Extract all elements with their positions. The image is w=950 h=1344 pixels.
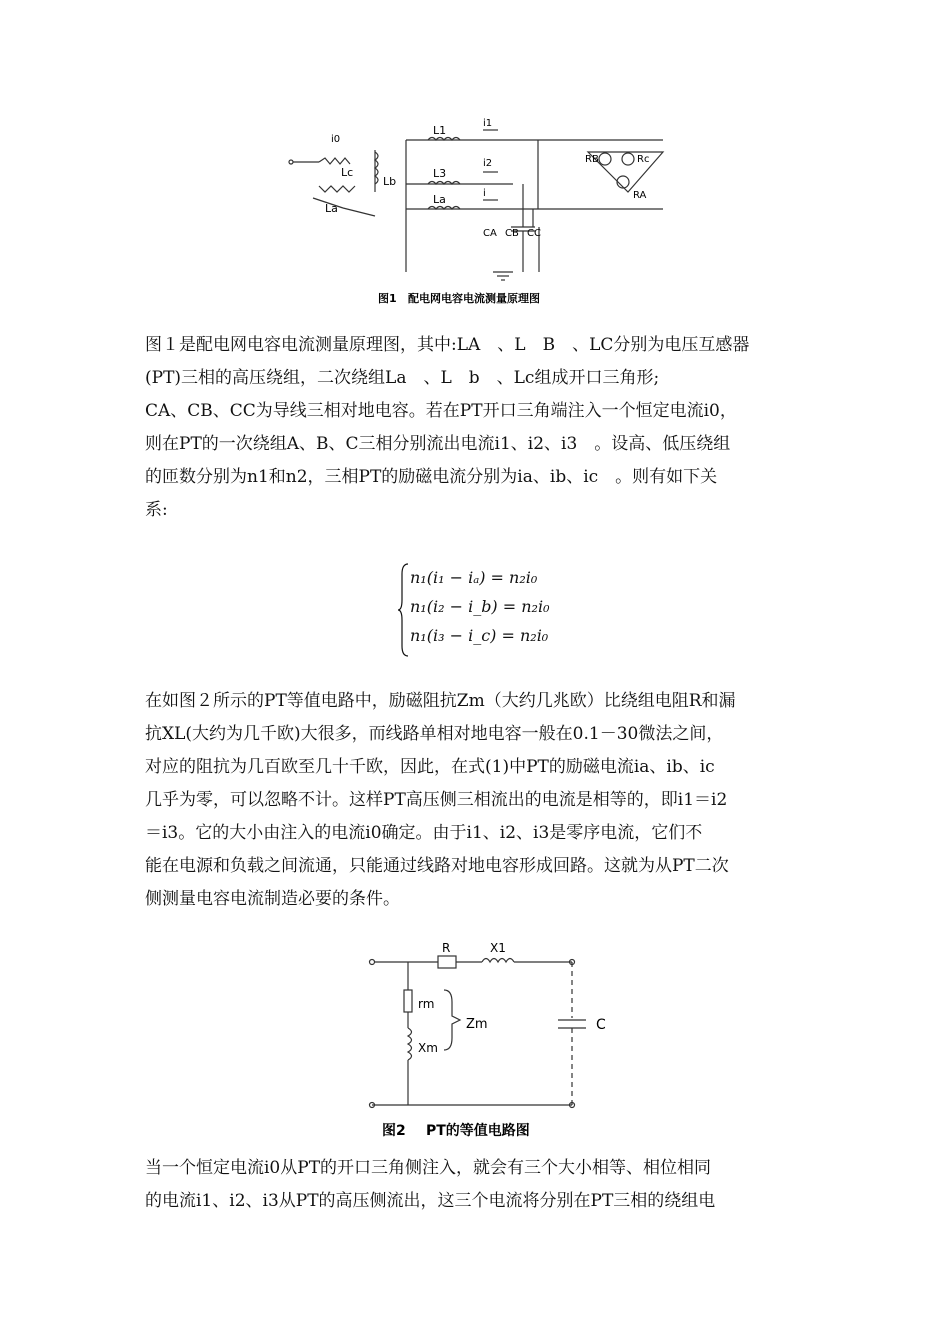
text-line: 的电流i1、i2、i3从PT的高压侧流出，这三个电流将分别在PT三相的绕组电 [145,1191,716,1211]
figure-2-caption-label: 图2 [382,1123,406,1139]
paragraph-1 [145,329,810,527]
equation-line-1: n₁(i₁ − iₐ) = n₂i₀ [410,568,538,587]
text-line: 对应的阻抗为几百欧至几十千欧，因此，在式(1)中PT的励磁电流ia、ib、ic [145,757,715,777]
label-l3: L3 [433,167,447,180]
figure-2-equivalent-circuit [360,940,610,1145]
text-line: ＝i3。它的大小由注入的电流i0确定。由于i1、i2、i3是零序电流，它们不 [145,823,703,843]
figure-1-caption-label: 图1 [378,292,397,305]
text-line: 系: [145,500,168,520]
label-la2: La [433,193,446,206]
label-i0: i0 [331,134,341,145]
text-line: 的匝数分别为n1和n2，三相PT的励磁电流分别为ia、ib、ic 。则有如下关 [145,467,718,487]
label-cb: CB [505,228,519,239]
label-zm: Zm [466,1017,488,1032]
label-r: R [442,941,451,955]
label-l1: L1 [433,124,447,137]
text-line: CA、CB、CC为导线三相对地电容。若在PT开口三角端注入一个恒定电流i0， [145,401,737,421]
label-la: La [325,202,338,215]
label-i3: i [483,188,486,199]
text-line: 图１是配电网电容电流测量原理图，其中:LA 、L B 、LC分别为电压互感器 [145,335,750,355]
equation-system [398,562,598,658]
equation-line-3: n₁(i₃ − i_c) = n₂i₀ [410,626,549,645]
paragraph-3 [145,1152,810,1218]
figure-2-caption-text: PT的等值电路图 [426,1123,530,1139]
label-c: C [596,1017,606,1033]
figure-1-caption-text: 配电网电容电流测量原理图 [408,292,540,305]
label-i1: i1 [483,118,493,129]
label-lc: Lc [341,166,354,179]
text-line: 则在PT的一次绕组A、B、C三相分别流出电流i1、i2、i3 。设高、低压绕组 [145,434,731,454]
figure-1-measurement-diagram [283,112,675,312]
equation-line-2: n₁(i₂ − i_b) = n₂i₀ [410,597,550,616]
paragraph-2 [145,685,810,916]
text-line: 抗XL(大约为几千欧)大很多，而线路单相对地电容一般在0.1－30微法之间， [145,724,724,744]
left-brace-icon [398,562,410,658]
label-rb: RB [585,154,599,165]
label-i2: i2 [483,158,493,169]
label-rc: Rc [637,154,650,165]
label-lb: Lb [383,175,397,188]
label-ra: RA [633,190,647,201]
text-line: 当一个恒定电流i0从PT的开口三角侧注入，就会有三个大小相等、相位相同 [145,1158,712,1178]
label-rm: rm [418,997,435,1011]
label-cc: CC [527,228,541,239]
label-x1: X1 [490,941,506,955]
label-xm: Xm [418,1041,438,1055]
text-line: 几乎为零，可以忽略不计。这样PT高压侧三相流出的电流是相等的，即i1＝i2 [145,790,728,810]
text-line: 能在电源和负载之间流通，只能通过线路对地电容形成回路。这就为从PT二次 [145,856,729,876]
text-line: 侧测量电容电流制造必要的条件。 [145,889,400,909]
label-ca: CA [483,228,497,239]
text-line: 在如图２所示的PT等值电路中，励磁阻抗Zm（大约几兆欧）比绕组电阻R和漏 [145,691,736,711]
text-line: (PT)三相的高压绕组，二次绕组La 、L b 、Lc组成开口三角形; [145,368,660,388]
